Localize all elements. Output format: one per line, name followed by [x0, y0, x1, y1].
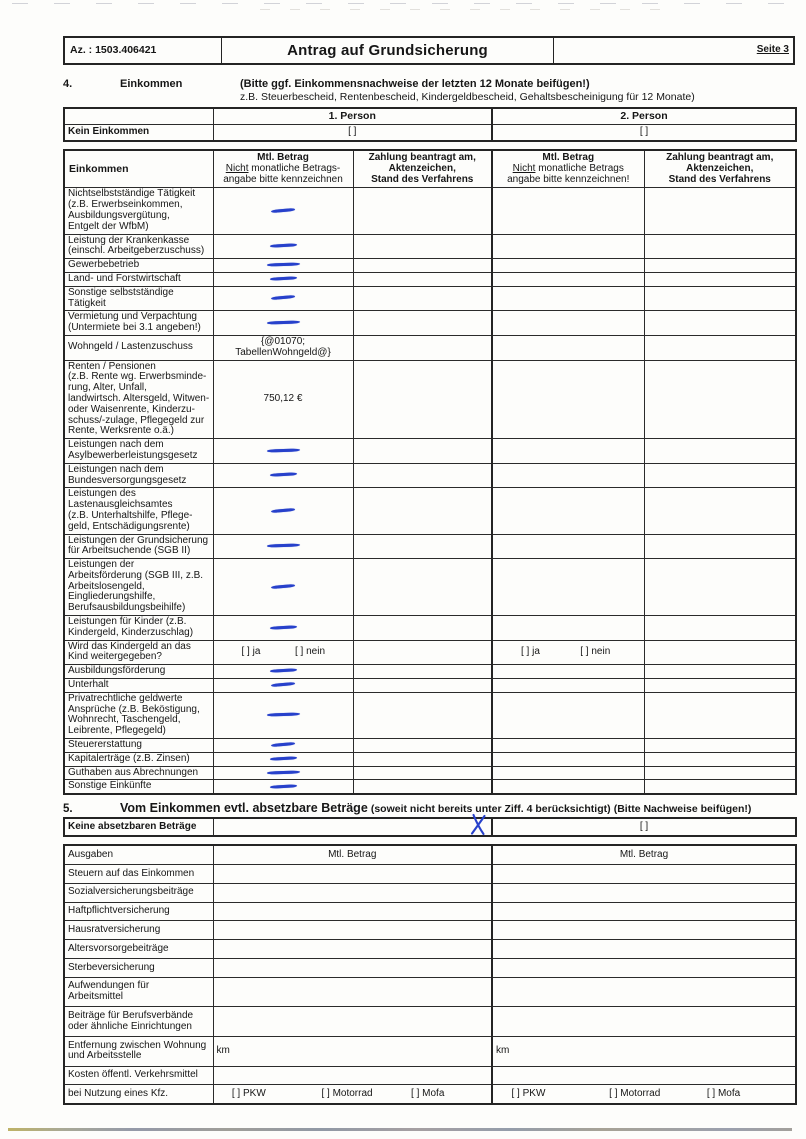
- section4-subnote: z.B. Steuerbescheid, Rentenbescheid, Kindergeldbescheid, Gehaltsbescheinigung für 12 Monate): [240, 91, 695, 103]
- handwritten-dash-mark: [271, 508, 295, 513]
- income-table-row: [64, 360, 796, 439]
- p1-mtl-betrag-cell[interactable]: [213, 940, 492, 959]
- p2-zahlung-cell[interactable]: [644, 665, 796, 679]
- p1-mtl-betrag-cell[interactable]: [213, 616, 353, 641]
- persons-header-empty-cell: [64, 108, 213, 125]
- checkbox-pkw[interactable]: [ ] PKW: [511, 1087, 546, 1099]
- p2-mtl-betrag-cell[interactable]: [492, 977, 796, 1007]
- handwritten-dash-mark: [266, 770, 299, 774]
- income-table-row: [64, 692, 796, 738]
- checkbox-pkw[interactable]: [ ] PKW: [231, 1087, 266, 1099]
- p1-mtl-betrag-cell[interactable]: {@01070; TabellenWohngeld@}: [213, 335, 353, 360]
- person1-header: 1. Person: [213, 108, 492, 125]
- ausgaben-table-row: [64, 883, 796, 902]
- p1-mtl-betrag-cell[interactable]: [213, 439, 353, 464]
- ausgaben-table-row: [64, 940, 796, 959]
- income-row-label: Leistung der Krankenkasse (einschl. Arbeitgeberzuschuss): [64, 234, 213, 259]
- ausgaben-row-label: Kosten öffentl. Verkehrsmittel: [64, 1066, 213, 1085]
- p2-zahlung-cell[interactable]: [644, 534, 796, 559]
- kein-einkommen-p2-checkbox[interactable]: [ ]: [492, 125, 796, 142]
- p1-zahlung-cell[interactable]: [353, 780, 492, 794]
- p1-zahlung-cell[interactable]: [353, 665, 492, 679]
- ausgaben-p2-mtl-header: Mtl. Betrag: [492, 845, 796, 864]
- p1-zahlung-cell[interactable]: [353, 439, 492, 464]
- checkbox-motorrad[interactable]: [ ] Motorrad: [321, 1087, 373, 1099]
- income-row-label: Leistungen der Grundsicherung für Arbeitsuchende (SGB II): [64, 534, 213, 559]
- p2-mtl-betrag-cell[interactable]: [492, 1007, 796, 1037]
- p2-mtl-betrag-cell[interactable]: [492, 259, 644, 273]
- p1-zahlung-cell[interactable]: [353, 463, 492, 488]
- p2-zahlung-cell[interactable]: [644, 752, 796, 766]
- p1-mtl-betrag-cell[interactable]: [213, 234, 353, 259]
- ausgaben-row-label: Beiträge für Berufsverbände oder ähnliche Einrichtungen: [64, 1007, 213, 1037]
- section4-number: 4.: [63, 78, 73, 90]
- persons-header-row: [64, 108, 796, 125]
- checkbox-nein[interactable]: [ ] nein: [580, 646, 611, 658]
- person2-header: 2. Person: [492, 108, 796, 125]
- income-table-row: [64, 335, 796, 360]
- ausgaben-table-row: [64, 902, 796, 921]
- income-row-label: Kapitalerträge (z.B. Zinsen): [64, 752, 213, 766]
- p1-zahlung-cell[interactable]: [353, 311, 492, 336]
- income-row-label: Nichtselbstständige Tätigkeit (z.B. Erwerbseinkommen, Ausbildungsvergütung, Entgelt der WfbM): [64, 188, 213, 234]
- p2-mtl-betrag-cell[interactable]: [492, 360, 644, 439]
- income-table-row: [64, 679, 796, 693]
- ausgaben-table-row: [64, 865, 796, 884]
- income-row-label: Leistungen des Lastenausgleichsamtes (z.B. Unterhaltshilfe, Pflege- geld, Entschädigungsrente): [64, 488, 213, 534]
- p2-mtl-betrag-cell[interactable]: [492, 665, 644, 679]
- form-title: Antrag auf Grundsicherung: [222, 38, 554, 63]
- p1-mtl-betrag-cell[interactable]: km: [213, 1037, 492, 1067]
- p1-mtl-betrag-cell[interactable]: [213, 188, 353, 234]
- handwritten-dash-mark: [271, 682, 295, 687]
- p1-mtl-betrag-cell[interactable]: [213, 665, 353, 679]
- p1-mtl-betrag-cell[interactable]: [213, 1066, 492, 1085]
- handwritten-dash-mark: [266, 448, 299, 452]
- p2-mtl-betrag-cell[interactable]: [492, 921, 796, 940]
- income-table-row: [64, 616, 796, 641]
- ausgaben-p1-mtl-header: Mtl. Betrag: [213, 845, 492, 864]
- p1-zahlung-cell[interactable]: [353, 766, 492, 780]
- ausgaben-table-row: [64, 1066, 796, 1085]
- income-table-row: [64, 640, 796, 665]
- handwritten-dash-mark: [271, 295, 295, 300]
- p1-mtl-betrag-cell[interactable]: [213, 286, 353, 311]
- handwritten-dash-mark: [269, 669, 296, 673]
- p1-zahlung-cell[interactable]: [353, 188, 492, 234]
- handwritten-dash-mark: [271, 584, 295, 589]
- p2-mtl-betrag-cell[interactable]: [492, 679, 644, 693]
- p1-zahlung-cell[interactable]: [353, 692, 492, 738]
- p2-mtl-betrag-cell[interactable]: [492, 188, 644, 234]
- p2-zahlung-cell[interactable]: [644, 439, 796, 464]
- p1-zahlung-cell[interactable]: [353, 286, 492, 311]
- p1-mtl-betrag-cell[interactable]: [213, 559, 353, 616]
- page-header-right-cell: [554, 38, 793, 63]
- income-header-row: [64, 150, 796, 188]
- p1-mtl-betrag-cell[interactable]: [213, 766, 353, 780]
- income-table-row: [64, 559, 796, 616]
- p2-mtl-betrag-cell[interactable]: [492, 234, 644, 259]
- p1-zahlung-cell[interactable]: [353, 752, 492, 766]
- income-row-label: Leistungen nach dem Asylbewerberleistungsgesetz: [64, 439, 213, 464]
- checkbox-ja[interactable]: [ ] ja: [521, 646, 540, 658]
- p2-zahlung-cell[interactable]: [644, 259, 796, 273]
- ausgaben-row-label: Hausratversicherung: [64, 921, 213, 940]
- p2-zahlung-cell[interactable]: [644, 640, 796, 665]
- income-table-row: [64, 739, 796, 753]
- handwritten-dash-mark: [266, 263, 299, 267]
- ausgaben-row-label: Sozialversicherungsbeiträge: [64, 883, 213, 902]
- ausgaben-header-row: [64, 845, 796, 864]
- income-table-row: [64, 188, 796, 234]
- ausgaben-table-row: [64, 1085, 796, 1104]
- income-table-row: [64, 752, 796, 766]
- p1-mtl-betrag-cell[interactable]: [213, 1085, 492, 1104]
- section5-heading: [63, 801, 795, 815]
- p2-mtl-betrag-cell[interactable]: [492, 463, 644, 488]
- p2-zahlung-cell[interactable]: [644, 360, 796, 439]
- p2-zahlung-cell[interactable]: [644, 311, 796, 336]
- income-row-label: Land- und Forstwirtschaft: [64, 272, 213, 286]
- income-table-row: [64, 780, 796, 794]
- income-table-row: [64, 272, 796, 286]
- p1-zahlung-header: Zahlung beantragt am, Aktenzeichen, Stand des Verfahrens: [353, 150, 492, 188]
- p1-mtl-betrag-cell[interactable]: [213, 921, 492, 940]
- handwritten-dash-mark: [266, 543, 299, 547]
- p2-mtl-betrag-cell[interactable]: [492, 534, 644, 559]
- p2-zahlung-cell[interactable]: [644, 616, 796, 641]
- kein-einkommen-label: Kein Einkommen: [64, 125, 213, 142]
- p1-zahlung-cell[interactable]: [353, 534, 492, 559]
- ausgaben-row-label: bei Nutzung eines Kfz.: [64, 1085, 213, 1104]
- p2-mtl-betrag-header: Mtl. Betrag Nicht monatliche Betrags angabe bitte kennzeichnen!: [492, 150, 644, 188]
- handwritten-dash-mark: [269, 472, 296, 476]
- ausgaben-col-header: Ausgaben: [64, 845, 213, 864]
- p1-zahlung-cell[interactable]: [353, 335, 492, 360]
- p2-mtl-betrag-cell[interactable]: [492, 616, 644, 641]
- p1-zahlung-cell[interactable]: [353, 640, 492, 665]
- handwritten-dash-mark: [271, 208, 295, 213]
- p2-zahlung-cell[interactable]: [644, 286, 796, 311]
- income-table-row: [64, 534, 796, 559]
- p1-mtl-betrag-cell[interactable]: [213, 463, 353, 488]
- income-row-label: Leistungen für Kinder (z.B. Kindergeld, Kinderzuschlag): [64, 616, 213, 641]
- handwritten-dash-mark: [266, 320, 299, 324]
- p1-mtl-betrag-cell[interactable]: [213, 534, 353, 559]
- p1-mtl-betrag-cell[interactable]: [213, 959, 492, 978]
- handwritten-dash-mark: [269, 276, 296, 280]
- kein-einkommen-table: [63, 107, 797, 142]
- income-table-row: [64, 259, 796, 273]
- p1-zahlung-cell[interactable]: [353, 488, 492, 534]
- section5-title: Vom Einkommen evtl. absetzbare Beträge: [120, 801, 368, 816]
- p2-zahlung-cell[interactable]: [644, 188, 796, 234]
- p2-mtl-betrag-cell[interactable]: [492, 780, 644, 794]
- p1-mtl-betrag-cell[interactable]: [213, 752, 353, 766]
- section4-title: Einkommen: [120, 78, 183, 90]
- p2-mtl-betrag-cell[interactable]: [492, 1085, 796, 1104]
- p2-zahlung-header: Zahlung beantragt am, Aktenzeichen, Stand des Verfahrens: [644, 150, 796, 188]
- income-row-label: Wird das Kindergeld an das Kind weitergegeben?: [64, 640, 213, 665]
- p1-mtl-betrag-cell[interactable]: [213, 865, 492, 884]
- p2-zahlung-cell[interactable]: [644, 692, 796, 738]
- scan-artifact-top: [12, 3, 794, 4]
- ausgaben-row-label: Altersvorsorgebeiträge: [64, 940, 213, 959]
- income-table-row: [64, 463, 796, 488]
- p1-mtl-betrag-cell[interactable]: [213, 488, 353, 534]
- p2-zahlung-cell[interactable]: [644, 463, 796, 488]
- ausgaben-table-row: [64, 977, 796, 1007]
- ausgaben-table: [63, 844, 797, 1105]
- p2-zahlung-cell[interactable]: [644, 780, 796, 794]
- p1-mtl-betrag-header: Mtl. Betrag Nicht monatliche Betrags- angabe bitte kennzeichnen: [213, 150, 353, 188]
- income-table: [63, 149, 797, 795]
- p1-mtl-betrag-cell[interactable]: [213, 1007, 492, 1037]
- p2-mtl-betrag-cell[interactable]: [492, 640, 644, 665]
- p1-mtl-betrag-cell[interactable]: [213, 679, 353, 693]
- p1-mtl-betrag-cell[interactable]: [213, 780, 353, 794]
- ausgaben-row-label: Aufwendungen für Arbeitsmittel: [64, 977, 213, 1007]
- section5-note1: (soweit nicht bereits unter Ziff. 4 berücksichtigt): [370, 803, 611, 816]
- p2-mtl-betrag-cell[interactable]: [492, 752, 644, 766]
- p1-mtl-betrag-cell[interactable]: [213, 311, 353, 336]
- income-col-header: Einkommen: [64, 150, 213, 188]
- ausgaben-row-label: Steuern auf das Einkommen: [64, 865, 213, 884]
- p1-zahlung-cell[interactable]: [353, 259, 492, 273]
- p2-mtl-betrag-cell[interactable]: [492, 311, 644, 336]
- p1-mtl-betrag-cell[interactable]: 750,12 €: [213, 360, 353, 439]
- income-row-label: Renten / Pensionen (z.B. Rente wg. Erwerbsminde- rung, Alter, Unfall, landwirtsch. Altersgeld, Witwen- oder Waisenrente, Kinderzu- schuss/-zulage, Pflegegeld zur Rente, Werksrente o.ä.): [64, 360, 213, 439]
- checkbox-motorrad[interactable]: [ ] Motorrad: [609, 1087, 661, 1099]
- p2-zahlung-cell[interactable]: [644, 488, 796, 534]
- kein-einkommen-row: [64, 125, 796, 142]
- income-table-row: [64, 665, 796, 679]
- p1-zahlung-cell[interactable]: [353, 739, 492, 753]
- p2-mtl-betrag-cell[interactable]: [492, 272, 644, 286]
- file-number: Az. : 1503.406421: [65, 38, 222, 63]
- scan-artifact-bottom-stripe: [8, 1128, 792, 1131]
- income-row-label: Sonstige Einkünfte: [64, 780, 213, 794]
- p2-mtl-betrag-cell[interactable]: [492, 883, 796, 902]
- income-table-row: [64, 439, 796, 464]
- section4-note: (Bitte ggf. Einkommensnachweise der letzten 12 Monate beifügen!): [240, 78, 590, 90]
- income-table-row: [64, 488, 796, 534]
- p2-zahlung-cell[interactable]: [644, 739, 796, 753]
- ausgaben-table-row: [64, 921, 796, 940]
- p2-mtl-betrag-cell[interactable]: [492, 559, 644, 616]
- p1-mtl-betrag-cell[interactable]: [213, 640, 353, 665]
- handwritten-dash-mark: [269, 625, 296, 629]
- page-header-box: [63, 36, 795, 65]
- income-row-label: Guthaben aus Abrechnungen: [64, 766, 213, 780]
- ausgaben-table-row: [64, 959, 796, 978]
- p1-mtl-betrag-cell[interactable]: [213, 883, 492, 902]
- ausgaben-table-row: [64, 1037, 796, 1067]
- checkbox-ja[interactable]: [ ] ja: [241, 646, 261, 658]
- section4-heading: [63, 78, 795, 103]
- p1-mtl-betrag-cell[interactable]: [213, 902, 492, 921]
- kein-einkommen-p1-checkbox[interactable]: [ ]: [213, 125, 492, 142]
- p1-mtl-betrag-cell[interactable]: [213, 692, 353, 738]
- handwritten-dash-mark: [271, 742, 295, 747]
- keine-absetzbaren-label: Keine absetzbaren Beträge: [64, 818, 213, 836]
- handwritten-dash-mark: [266, 713, 299, 717]
- income-row-label: Vermietung und Verpachtung (Untermiete bei 3.1 angeben!): [64, 311, 213, 336]
- p1-zahlung-cell[interactable]: [353, 559, 492, 616]
- absetzbare-betraege-table: [63, 817, 797, 837]
- income-row-label: Sonstige selbstständige Tätigkeit: [64, 286, 213, 311]
- p2-zahlung-cell[interactable]: [644, 766, 796, 780]
- p2-zahlung-cell[interactable]: [644, 559, 796, 616]
- p2-mtl-betrag-cell[interactable]: [492, 335, 644, 360]
- p1-mtl-betrag-cell[interactable]: [213, 739, 353, 753]
- p1-zahlung-cell[interactable]: [353, 679, 492, 693]
- handwritten-dash-mark: [269, 756, 296, 760]
- p2-zahlung-cell[interactable]: [644, 272, 796, 286]
- p2-mtl-betrag-cell[interactable]: [492, 488, 644, 534]
- income-row-label: Steuererstattung: [64, 739, 213, 753]
- p2-mtl-betrag-cell[interactable]: [492, 902, 796, 921]
- section5-note2: (Bitte Nachweise beifügen!): [613, 803, 752, 816]
- income-row-label: Leistungen der Arbeitsförderung (SGB III, z.B. Arbeitslosengeld, Eingliederungshilfe, Berufsausbildungsbeihilfe): [64, 559, 213, 616]
- p1-zahlung-cell[interactable]: [353, 234, 492, 259]
- ausgaben-row-label: Sterbeversicherung: [64, 959, 213, 978]
- p2-mtl-betrag-cell[interactable]: [492, 1066, 796, 1085]
- handwritten-dash-mark: [269, 784, 296, 788]
- income-row-label: Privatrechtliche geldwerte Ansprüche (z.B. Beköstigung, Wohnrecht, Taschengeld, Leibrente, Pflegegeld): [64, 692, 213, 738]
- income-table-row: [64, 286, 796, 311]
- ausgaben-row-label: Haftpflichtversicherung: [64, 902, 213, 921]
- p2-zahlung-cell[interactable]: [644, 679, 796, 693]
- p2-zahlung-cell[interactable]: [644, 234, 796, 259]
- p2-mtl-betrag-cell[interactable]: [492, 959, 796, 978]
- income-row-label: Wohngeld / Lastenzuschuss: [64, 335, 213, 360]
- p1-mtl-betrag-cell[interactable]: [213, 259, 353, 273]
- scan-artifact-top2: [260, 9, 680, 10]
- p2-zahlung-cell[interactable]: [644, 335, 796, 360]
- income-table-row: [64, 311, 796, 336]
- p2-mtl-betrag-cell[interactable]: [492, 286, 644, 311]
- p2-mtl-betrag-cell[interactable]: [492, 865, 796, 884]
- checkbox-nein[interactable]: [ ] nein: [295, 646, 326, 658]
- income-row-label: Gewerbebetrieb: [64, 259, 213, 273]
- p1-zahlung-cell[interactable]: [353, 360, 492, 439]
- checkbox-mofa[interactable]: [ ] Mofa: [706, 1087, 741, 1099]
- p2-mtl-betrag-cell[interactable]: [492, 692, 644, 738]
- handwritten-dash-mark: [269, 243, 296, 247]
- handwritten-x-mark: [470, 813, 487, 836]
- section5-number: 5.: [63, 803, 73, 816]
- income-table-row: [64, 766, 796, 780]
- p1-zahlung-cell[interactable]: [353, 272, 492, 286]
- keine-absetzbaren-p1-checkbox[interactable]: [213, 818, 492, 836]
- ausgaben-row-label: Entfernung zwischen Wohnung und Arbeitsstelle: [64, 1037, 213, 1067]
- income-row-label: Unterhalt: [64, 679, 213, 693]
- p1-mtl-betrag-cell[interactable]: [213, 272, 353, 286]
- p2-mtl-betrag-cell[interactable]: [492, 940, 796, 959]
- p2-mtl-betrag-cell[interactable]: [492, 739, 644, 753]
- income-table-row: [64, 234, 796, 259]
- ausgaben-table-row: [64, 1007, 796, 1037]
- p2-mtl-betrag-cell[interactable]: km: [492, 1037, 796, 1067]
- keine-absetzbaren-p2-checkbox[interactable]: [ ]: [492, 818, 796, 836]
- p1-mtl-betrag-cell[interactable]: [213, 977, 492, 1007]
- income-row-label: Ausbildungsförderung: [64, 665, 213, 679]
- p1-zahlung-cell[interactable]: [353, 616, 492, 641]
- checkbox-mofa[interactable]: [ ] Mofa: [411, 1087, 445, 1099]
- keine-absetzbaren-row: [64, 818, 796, 836]
- income-row-label: Leistungen nach dem Bundesversorgungsgesetz: [64, 463, 213, 488]
- p2-mtl-betrag-cell[interactable]: [492, 439, 644, 464]
- page-number: Seite 3: [756, 44, 789, 55]
- p2-mtl-betrag-cell[interactable]: [492, 766, 644, 780]
